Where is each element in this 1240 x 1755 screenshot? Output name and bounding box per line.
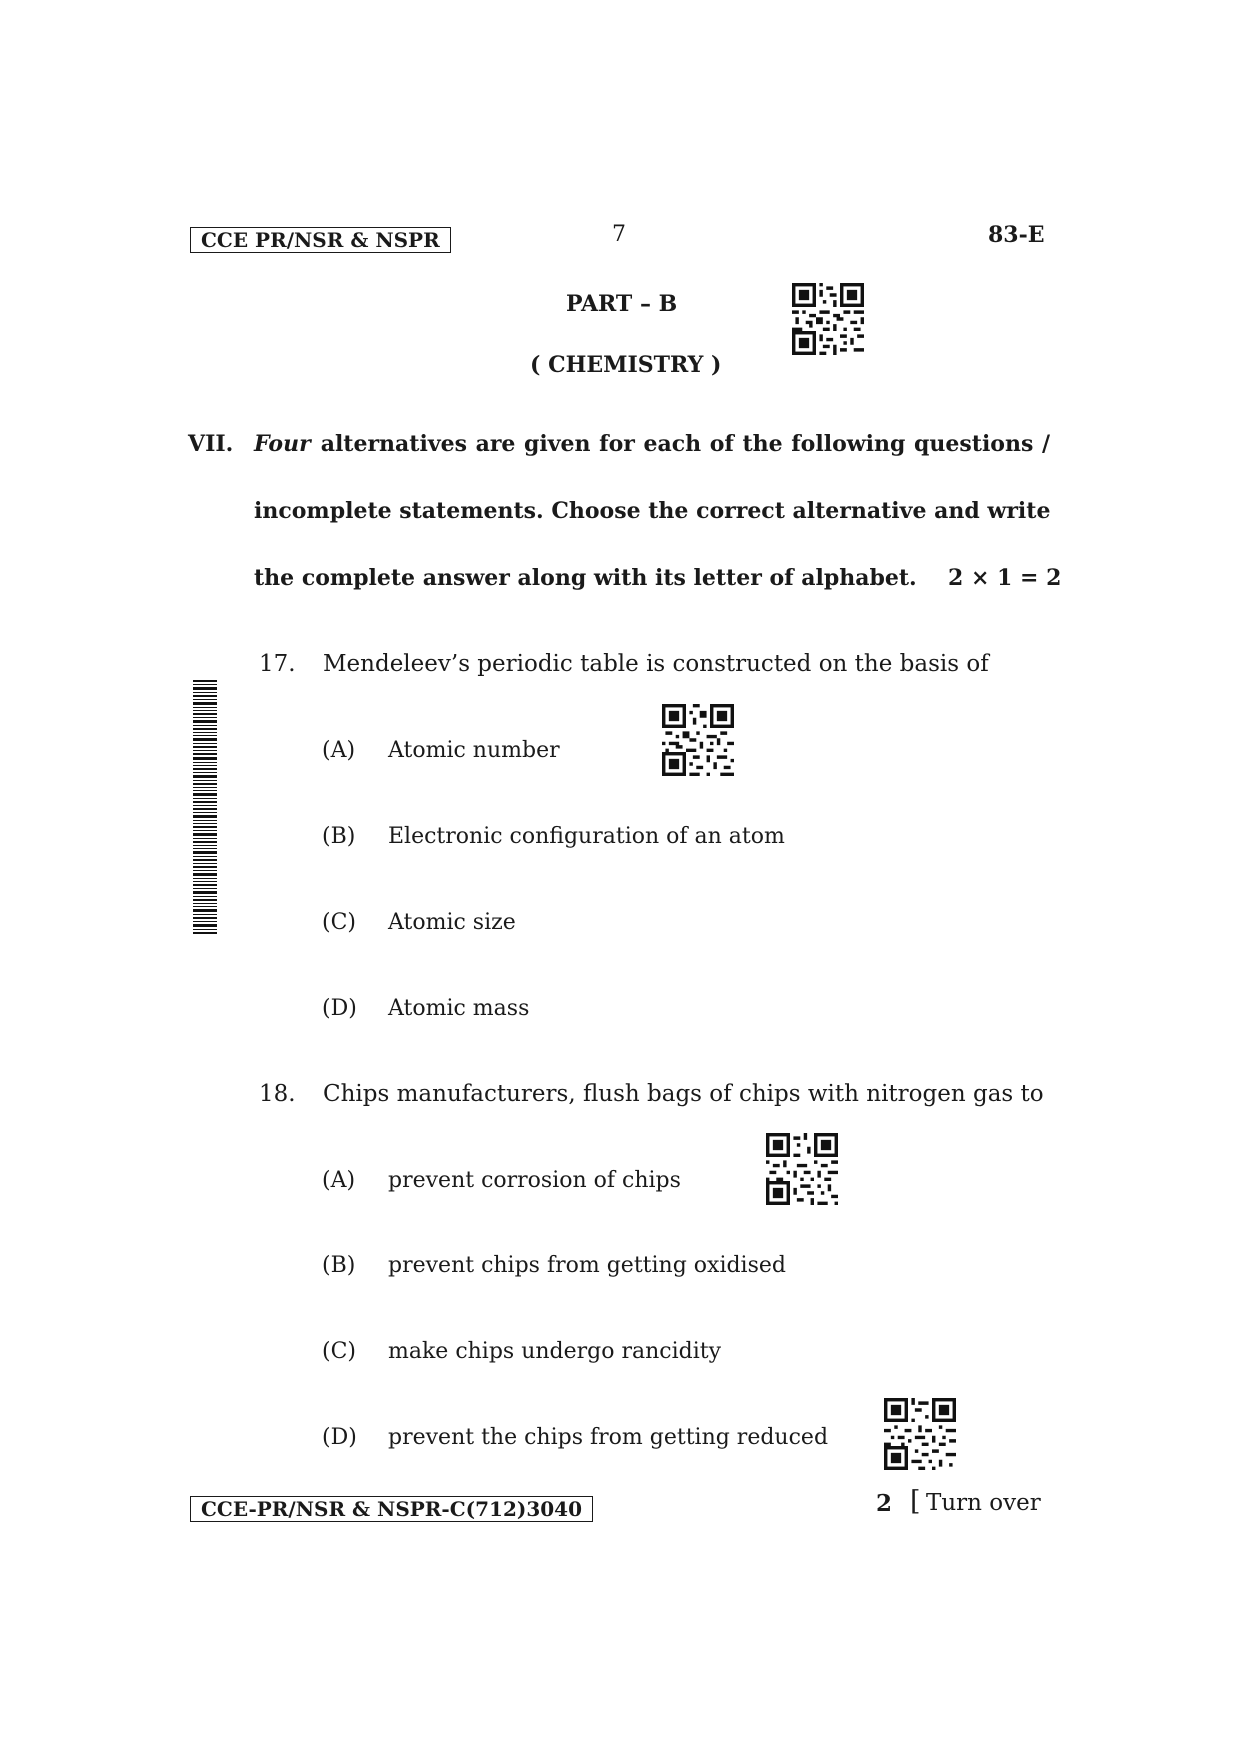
q18-option-c-letter: (C): [322, 1339, 356, 1364]
q17-option-d-text: Atomic mass: [388, 996, 530, 1021]
q17-option-b-text: Electronic configuration of an atom: [388, 824, 785, 849]
q18-option-a-text: prevent corrosion of chips: [388, 1168, 681, 1193]
q17-option-c-text: Atomic size: [388, 910, 516, 935]
qr-code-icon: [766, 1133, 838, 1205]
q18-option-c-text: make chips undergo rancidity: [388, 1339, 722, 1364]
paper-code: 83-E: [988, 222, 1045, 248]
section-number: VII.: [188, 431, 234, 457]
instruction-emphasis: Four: [254, 431, 311, 457]
marks-allocation: 2 × 1 = 2: [948, 565, 1062, 591]
footer-code-box: CCE-PR/NSR & NSPR-C(712)3040: [190, 1496, 593, 1522]
q18-option-b-text: prevent chips from getting oxidised: [388, 1253, 786, 1278]
instruction-line-2: incomplete statements. Choose the correct alternative and write: [254, 498, 1051, 524]
q17-option-c-letter: (C): [322, 910, 356, 935]
instruction-line-1: [254, 431, 1050, 457]
qr-code-icon: [662, 704, 734, 776]
header-code-box: CCE PR/NSR & NSPR: [190, 227, 451, 253]
q18-option-d-letter: (D): [322, 1425, 357, 1450]
q17-option-b-letter: (B): [322, 824, 356, 849]
turn-over-bracket: [: [910, 1486, 921, 1517]
q17-option-a-letter: (A): [322, 738, 356, 763]
q17-option-d-letter: (D): [322, 996, 357, 1021]
q18-option-a-letter: (A): [322, 1168, 356, 1193]
barcode-icon: [193, 680, 217, 935]
q17-option-a-text: Atomic number: [388, 738, 560, 763]
turn-over-label: Turn over: [926, 1490, 1041, 1516]
part-title: PART – B: [566, 291, 678, 317]
question-18-number: 18.: [259, 1081, 296, 1107]
question-17-number: 17.: [259, 651, 296, 677]
page-number: 7: [612, 222, 626, 247]
q18-option-d-text: prevent the chips from getting reduced: [388, 1425, 829, 1450]
question-18-text: Chips manufacturers, flush bags of chips with nitrogen gas to: [323, 1081, 1044, 1107]
instruction-line-1-text: alternatives are given for each of the following questions /: [320, 431, 1050, 457]
qr-code-icon: [792, 283, 864, 355]
qr-code-icon: [884, 1398, 956, 1470]
page-count: 2: [876, 1490, 893, 1517]
question-17-text: Mendeleev’s periodic table is constructed on the basis of: [323, 651, 989, 677]
subject-title: ( CHEMISTRY ): [530, 352, 722, 378]
instruction-line-3: the complete answer along with its letter of alphabet.: [254, 565, 917, 591]
q18-option-b-letter: (B): [322, 1253, 356, 1278]
